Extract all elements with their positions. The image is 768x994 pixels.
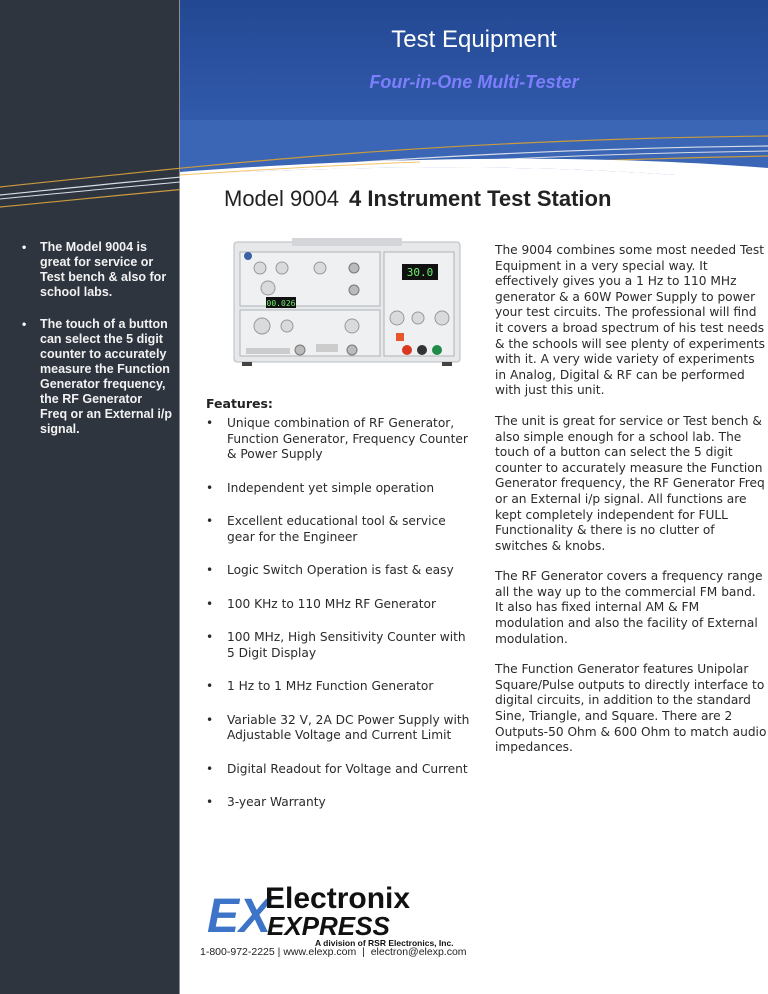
feature-item: • Independent yet simple operation: [206, 481, 476, 497]
svg-text:30.0: 30.0: [406, 266, 434, 279]
feature-item: • 1 Hz to 1 MHz Function Generator: [206, 679, 476, 695]
svg-text:00.026: 00.026: [266, 299, 296, 308]
feature-item: • Unique combination of RF Generator, Function Generator, Frequency Counter & Power Supply: [206, 416, 476, 463]
features-section: [206, 396, 476, 829]
svg-text:A division of RSR Electronics,: A division of RSR Electronics, Inc.: [315, 938, 454, 948]
sidebar-bullet: • The touch of a button can select the 5 digit counter to accurately measure the Function Generator frequency, the RF Generator Freq or an External i/p signal.: [22, 317, 172, 437]
model-tagline: 4 Instrument Test Station: [348, 186, 612, 211]
page-subtitle: Four-in-One Multi-Tester: [369, 72, 579, 92]
product-image: [232, 238, 462, 373]
features-title: Features:: [206, 396, 273, 411]
phone-number: 1-800-972-2225: [200, 946, 275, 958]
svg-text:EX: EX: [207, 890, 272, 943]
feature-item: • Digital Readout for Voltage and Current: [206, 762, 476, 778]
model-heading: [224, 186, 611, 212]
feature-item: • 100 MHz, High Sensitivity Counter with 5 Digit Display: [206, 630, 476, 661]
website-link[interactable]: www.elexp.com: [283, 946, 357, 958]
features-list: [206, 416, 476, 811]
feature-item: • Excellent educational tool & service gear for the Engineer: [206, 514, 476, 545]
feature-item: • 3-year Warranty: [206, 795, 476, 811]
contact-line: 1-800-972-2225 | www.elexp.com | electron@elexp.com: [200, 946, 467, 958]
description-paragraph: The 9004 combines some most needed Test Equipment in a very special way. It effectively gives you a 1 Hz to 110 MHz generator & a 60W Power Supply to power your test circuits. The professional will find it covers a broad spectrum of his test needs & the schools will see plenty of experiments with it. A very wide variety of experiments in Analog, Digital & RF can be performed with just this unit.: [495, 243, 765, 398]
feature-item: • Logic Switch Operation is fast & easy: [206, 563, 476, 579]
feature-item: • Variable 32 V, 2A DC Power Supply with Adjustable Voltage and Current Limit: [206, 713, 476, 744]
sidebar-highlights: [22, 240, 172, 454]
electronix-express-logo: [205, 880, 465, 950]
description-paragraph: The RF Generator covers a frequency range all the way up to the commercial FM band. It also has fixed internal AM & FM modulation and also the facility of External modulation.: [495, 569, 763, 646]
svg-text:EXPRESS: EXPRESS: [267, 911, 390, 941]
description-paragraph: The Function Generator features Unipolar Square/Pulse outputs to directly interface to digital circuits, in addition to the standard Sine, Triangle, and Square. There are 2 Outputs-50 Ohm & 600 Ohm to match audio impedances.: [495, 662, 767, 755]
sidebar-bullet: • The Model 9004 is great for service or Test bench & also for school labs.: [22, 240, 172, 300]
description-column: [495, 243, 767, 771]
email-link[interactable]: electron@elexp.com: [370, 946, 467, 958]
model-name: Model 9004: [224, 186, 339, 211]
description-paragraph: The unit is great for service or Test bench & also simple enough for a school lab. The touch of a button can select the 5 digit counter to accurately measure the Function Generator frequency, the RF Generator Freq or an External i/p signal. All functions are kept completely independent for FULL Functionality & there is no clutter of switches & knobs.: [495, 413, 765, 553]
feature-item: • 100 KHz to 110 MHz RF Generator: [206, 597, 476, 613]
page-title: Test Equipment: [391, 26, 557, 53]
svg-text:Electronix: Electronix: [265, 882, 411, 915]
